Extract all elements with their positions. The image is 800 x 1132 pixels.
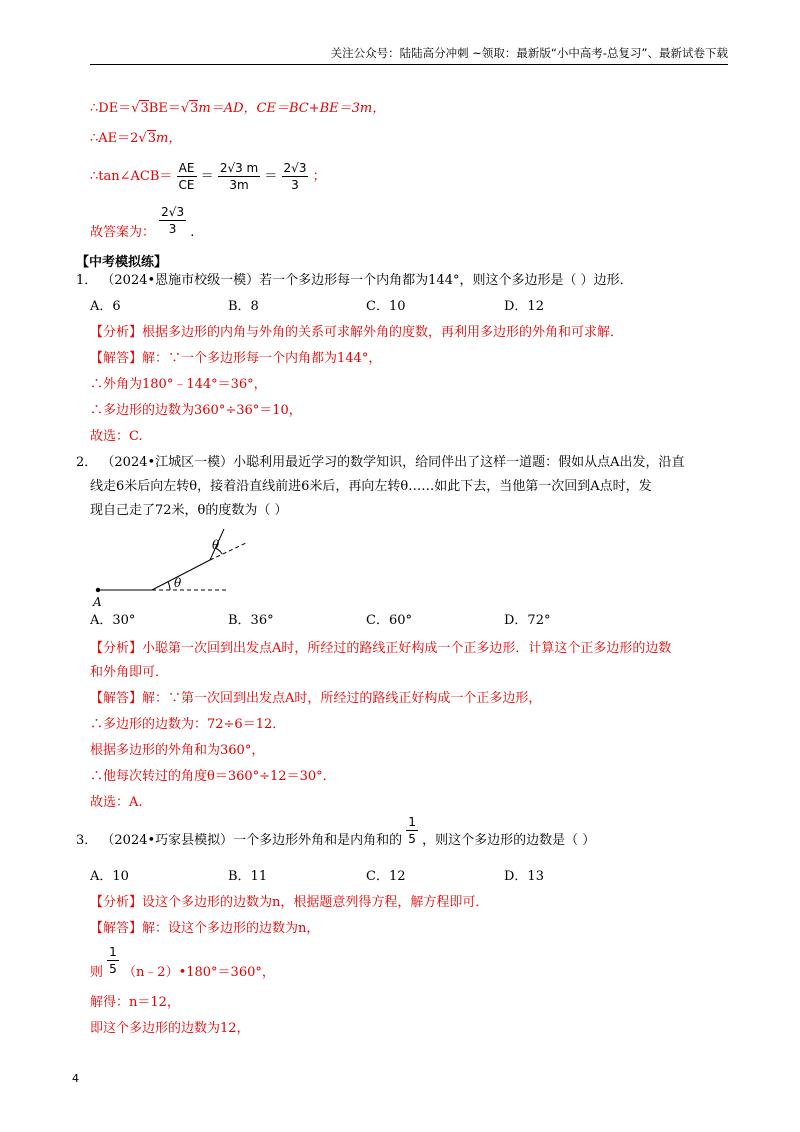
text: . [190,225,195,240]
q2-analysis-2: 和外角即可． [90,665,169,680]
q2-option-a: A．30° [90,613,136,628]
denominator: 3 [291,178,299,192]
denominator: 3 [168,222,177,236]
q3-option-c: C．12 [366,869,406,884]
sqrt-value: 3 [147,131,156,146]
fraction-2root3-3 [282,160,309,193]
q3-stem [76,815,596,856]
q1-step-2: ∴多边形的边数为360°÷36°＝10， [90,403,302,418]
fraction-2root3m-3m [218,160,260,193]
section-title: 【中考模拟练】 [76,255,168,270]
numerator: 2√3 m [219,161,259,175]
text: ，则这个多边形的边数是（ ） [422,833,596,848]
fraction-answer [159,204,186,237]
fraction-one-fifth [406,814,418,847]
text: （n﹣2）•180°＝360°， [122,965,275,980]
q1-step-1: ∴外角为180°﹣144°＝36°， [90,377,267,392]
solution-answer-line [90,204,194,244]
denominator: 5 [109,962,117,976]
angle-arc-1 [168,582,170,590]
numerator: 1 [408,815,416,829]
q1-option-c: C．10 [366,299,406,314]
point-a-label: A [93,595,102,609]
text: ∴AE＝2 [90,131,139,146]
sqrt-value: 3 [190,101,199,116]
text: BE＝ [148,101,181,116]
q2-stem-2: 线走6米后向左转θ，接着沿直线前进6米后，再向左转θ……如此下去，当他第一次回到A点时，发 [90,479,652,494]
numerator: 2√3 [161,205,185,219]
q3-step-1 [90,944,275,984]
text: m， [156,131,182,146]
theta-label-1: θ [174,576,182,590]
numerator: AE [177,160,197,177]
q1-stem: 1． （2024•恩施市校级一模）若一个多边形每一个内角都为144°，则这个多边形是（ ）边形． [76,273,633,288]
text: 故答案为： [90,225,156,240]
denominator: 5 [408,832,416,846]
q3-step-2: 解得：n＝12， [90,995,180,1010]
text: 则 [90,965,104,980]
theta-label-2: θ [212,538,220,552]
q3-answer: 【解答】解：设这个多边形的边数为n， [90,921,320,936]
denominator: 3m [229,178,249,192]
q2-step-4: 故选：A. [90,795,143,810]
q2-analysis-1: 【分析】小聪第一次回到出发点A时，所经过的路线正好构成一个正多边形．计算这个正多边形的边数 [90,641,672,656]
q3-option-a: A．10 [90,869,129,884]
text: ∴DE＝ [90,101,132,116]
fraction-ae-ce [177,160,197,193]
q1-analysis: 【分析】根据多边形的内角与外角的关系可求解外角的度数，再利用多边形的外角和可求解． [90,325,624,340]
q2-option-d: D．72° [504,613,551,628]
q3-step-3: 即这个多边形的边数为12， [90,1021,250,1036]
q2-answer: 【解答】解：∵第一次回到出发点A时，所经过的路线正好构成一个正多边形， [90,691,542,706]
q2-option-b: B．36° [228,613,274,628]
q2-stem-1: 2． （2024•江城区一模）小聪利用最近学习的数学知识，给同伴出了这样一道题：假如从点A出发，沿直 [76,455,685,470]
q1-step-3: 故选：C. [90,429,143,444]
equals: ＝ [264,169,278,184]
q2-step-3: ∴他每次转过的角度θ＝360°÷12＝30°． [90,769,336,784]
q1-option-d: D．12 [504,299,544,314]
text: ； [312,169,326,184]
sqrt-value: 3 [140,101,149,116]
q2-stem-3: 现自己走了72米，θ的度数为（ ） [90,503,288,518]
q3-option-d: D．13 [504,869,544,884]
page-header: 关注公众号：陆陆高分冲刺 ~领取：最新版“小中高考-总复习”、最新试卷下载 [90,44,728,65]
solution-line-ae: ∴AE＝2√3m， [90,131,182,146]
numerator: 1 [109,945,117,959]
page-number: 4 [72,1072,79,1085]
q3-option-b: B．11 [228,869,268,884]
q3-analysis: 【分析】设这个多边形的边数为n，根据题意列得方程，解方程即可． [90,895,489,910]
q1-option-b: B．8 [228,299,259,314]
q2-step-2: 根据多边形的外角和为360°， [90,743,265,758]
text: 3． （2024•巧家县模拟）一个多边形外角和是内角和的 [76,833,403,848]
text: ∴tan∠ACB＝ [90,169,173,184]
equals: ＝ [200,169,214,184]
path-figure [86,525,256,611]
fraction-one-fifth-step [107,944,119,977]
solution-line-tan [90,160,326,200]
solution-line-de: ∴DE＝√3BE＝√3m＝AD，CE＝BC+BE＝3m， [90,101,386,116]
text: m＝AD，CE＝BC+BE＝3m， [198,101,386,116]
q2-step-1: ∴多边形的边数为：72÷6＝12． [90,717,286,732]
q1-answer: 【解答】解：∵一个多边形每一个内角都为144°， [90,351,382,366]
q2-option-c: C．60° [366,613,412,628]
numerator: 2√3 [283,161,307,175]
denominator: CE [178,178,195,192]
q1-option-a: A．6 [90,299,121,314]
